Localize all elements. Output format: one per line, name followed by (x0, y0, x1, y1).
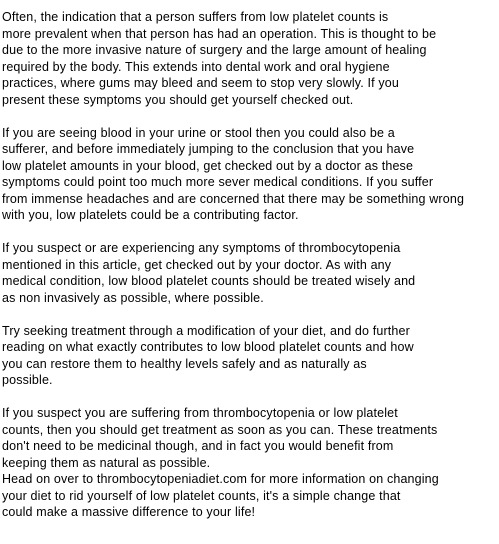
paragraph-diet-treatment (2, 323, 499, 389)
text-line: counts, then you should get treatment as soon as you can. These treatments (2, 422, 438, 437)
article-body (2, 9, 499, 537)
text-line: If you are seeing blood in your urine or stool then you could also be a (2, 125, 395, 140)
text-line: mentioned in this article, get checked out by your doctor. As with any (2, 257, 392, 272)
text-line: Try seeking treatment through a modification of your diet, and do further (2, 323, 410, 338)
text-line: low platelet amounts in your blood, get checked out by a doctor as these (2, 158, 414, 173)
text-line: symptoms could point too much more sever medical conditions. If you suffer (2, 175, 434, 189)
text-line: practices, where gums may bleed and seem to stop very slowly. If you (2, 76, 399, 90)
text-line: If you suspect or are experiencing any symptoms of thrombocytopenia (2, 241, 401, 255)
text-line: more prevalent when that person has had an operation. This is thought to be (2, 26, 437, 41)
text-line: possible. (2, 373, 53, 387)
text-line: medical condition, low blood platelet counts should be treated wisely and (2, 274, 416, 288)
text-line: your diet to rid yourself of low platelet counts, it's a simple change that (2, 488, 401, 503)
text-line: could make a massive difference to your life! (2, 505, 256, 519)
text-line: from immense headaches and are concerned that there may be something wrong (2, 191, 465, 206)
text-line: reading on what exactly contributes to low blood platelet counts and how (2, 340, 414, 354)
text-line: with you, low platelets could be a contributing factor. (2, 208, 299, 222)
text-line: If you suspect you are suffering from thrombocytopenia or low platelet (2, 406, 398, 420)
paragraph-closing (2, 405, 499, 521)
paragraph-surgery-dental (2, 9, 499, 108)
text-line: Head on over to thrombocytopeniadiet.com for more information on changing (2, 472, 439, 486)
paragraph-blood-symptoms (2, 125, 499, 224)
text-line: present these symptoms you should get yourself checked out. (2, 92, 354, 107)
text-line: don't need to be medicinal though, and in fact you would benefit from (2, 439, 394, 453)
text-line: as non invasively as possible, where possible. (2, 290, 264, 305)
text-line: sufferer, and before immediately jumping to the conclusion that you have (2, 142, 415, 156)
text-line: you can restore them to healthy levels safely and as naturally as (2, 356, 367, 371)
text-line: Often, the indication that a person suffers from low platelet counts is (2, 10, 389, 24)
text-line: keeping them as natural as possible. (2, 455, 211, 470)
paragraph-see-doctor (2, 240, 499, 306)
text-line: required by the body. This extends into dental work and oral hygiene (2, 59, 390, 74)
text-line: due to the more invasive nature of surgery and the large amount of healing (2, 43, 427, 57)
